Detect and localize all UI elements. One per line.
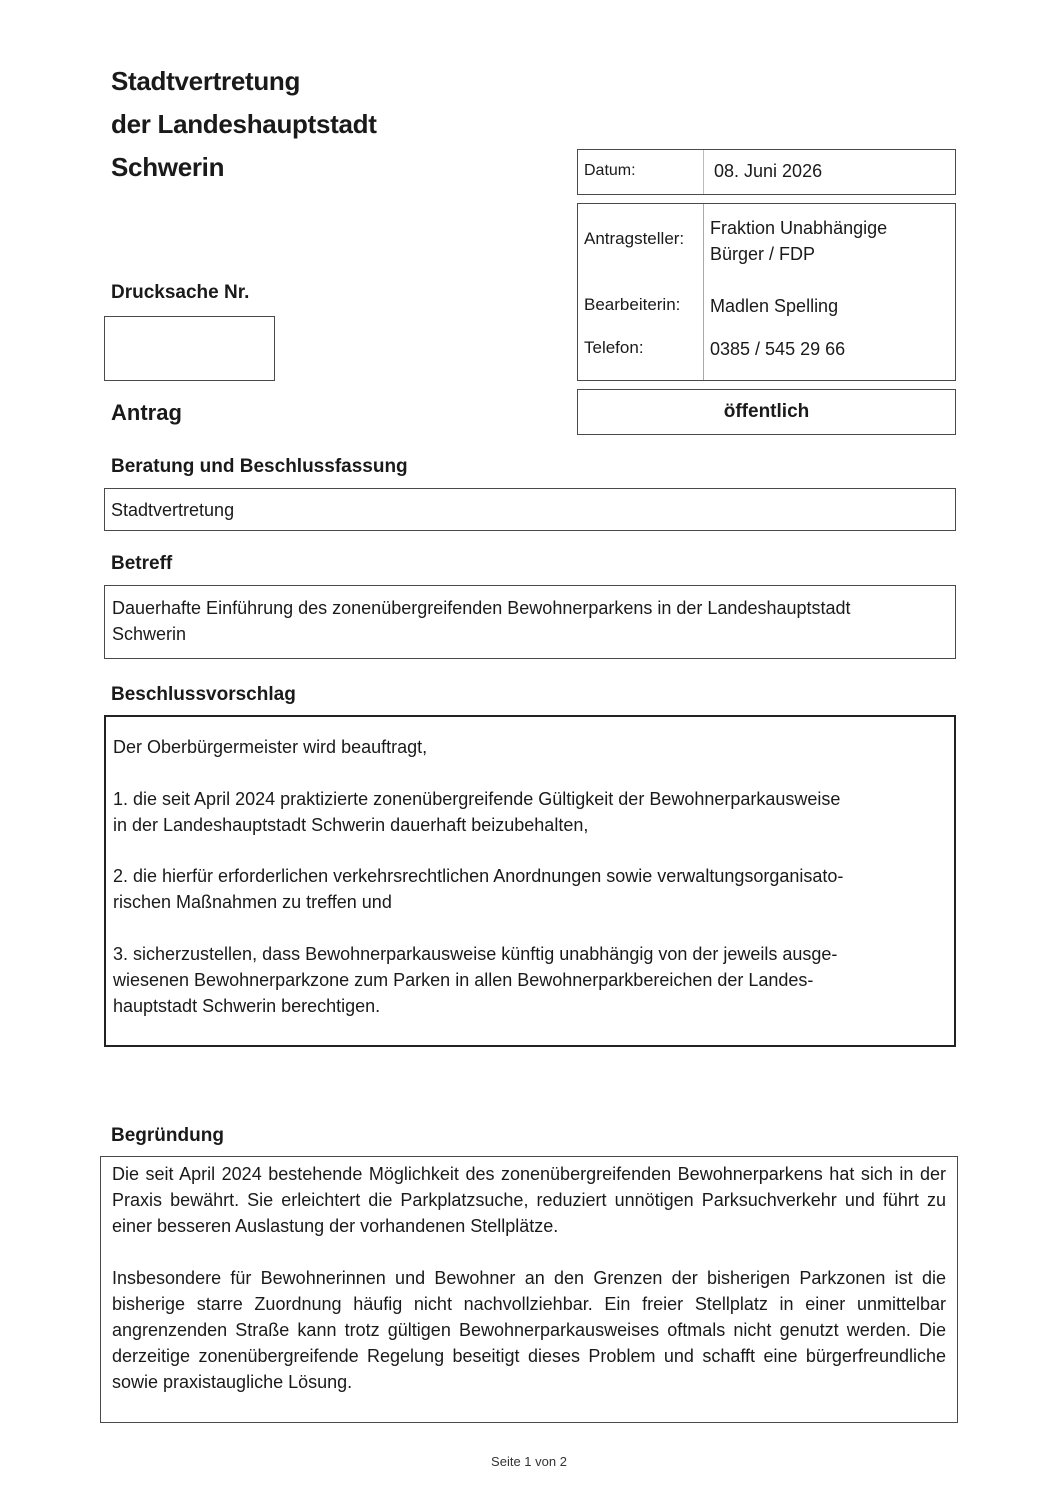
consultation-value: Stadtvertretung [111,500,235,520]
date-box [577,149,956,195]
justification-box [100,1156,958,1423]
resolution-item3-line2: wiesenen Bewohnerparkzone zum Parken in allen Bewohnerparkbereichen der Landes- [113,970,814,990]
resolution-item2-line1: 2. die hierfür erforderlichen verkehrsrechtlichen Anordnungen sowie verwaltungsorganisato- [113,866,844,886]
subject-line2: Schwerin [112,624,187,644]
justification-text [112,1161,946,1395]
applicant-label: Antragsteller: [584,229,685,248]
date-label: Datum: [584,162,636,179]
justification-paragraph1: Die seit April 2024 bestehende Möglichkeit des zonenübergreifenden Bewohnerparkens hat sich in der Praxis bewährt. Sie erleichtert die Parkplatzsuche, reduziert unnötigen Parksuchverkehr und führt zu einer besseren Auslastung der vorhandenen Stellplätze. [112,1164,946,1236]
resolution-item1-line1: 1. die seit April 2024 praktizierte zonenübergreifende Gültigkeit der Bewohnerparkausweise [113,789,841,809]
council-title-line2: der Landeshauptstadt [111,109,377,139]
subject-heading: Betreff [111,553,173,574]
resolution-item3-line3: hauptstadt Schwerin berechtigen. [113,996,381,1016]
consultation-heading: Beratung und Beschlussfassung [111,456,408,477]
document-number-label: Drucksache Nr. [111,282,250,303]
resolution-item2-line2: rischen Maßnahmen zu treffen und [113,892,392,912]
subject-line1: Dauerhafte Einführung des zonenübergreifenden Bewohnerparkens in der Landeshauptstadt [112,598,851,618]
document-number-field [104,316,275,381]
subject-box [104,585,956,659]
clerk-value: Madlen Spelling [710,296,839,316]
visibility-box [577,389,956,435]
phone-value: 0385 / 545 29 66 [710,339,846,359]
visibility-status: öffentlich [723,401,810,422]
resolution-item3-line1: 3. sicherzustellen, dass Bewohnerparkausweise künftig unabhängig von der jeweils ausge- [113,944,838,964]
justification-heading: Begründung [111,1125,224,1146]
resolution-box [104,715,956,1047]
justification-paragraph2: Insbesondere für Bewohnerinnen und Bewohner an den Grenzen der bisherigen Parkzonen ist die bisherige starre Zuordnung häufig nicht nachvollziehbar. Ein freier Stellplatz in einer unmittelbar angrenzenden Straße kann trotz gültigen Bewohnerparkausweises oftmals nicht genutzt werden. Die derzeitige zonenübergreifende Regelung beseitigt dieses Problem und schafft eine bürgerfreundliche sowie praxistaugliche Lösung. [112,1268,946,1392]
council-title-line1: Stadtvertretung [111,66,301,96]
date-divider [703,150,704,194]
clerk-label: Bearbeiterin: [584,295,681,314]
applicant-box [577,203,956,381]
resolution-intro: Der Oberbürgermeister wird beauftragt, [113,737,428,757]
applicant-value-line1: Fraktion Unabhängige [710,218,888,238]
resolution-heading: Beschlussvorschlag [111,684,296,705]
applicant-value-line2: Bürger / FDP [710,244,816,264]
document-type-label: Antrag [111,400,182,425]
date-value: 08. Juni 2026 [714,161,823,181]
page-number: Seite 1 von 2 [491,1454,567,1469]
resolution-item1-line2: in der Landeshauptstadt Schwerin dauerhaft beizubehalten, [113,815,589,835]
phone-label: Telefon: [584,338,644,357]
council-title-line3: Schwerin [111,152,225,182]
consultation-box [104,488,956,531]
applicant-divider [703,204,704,380]
